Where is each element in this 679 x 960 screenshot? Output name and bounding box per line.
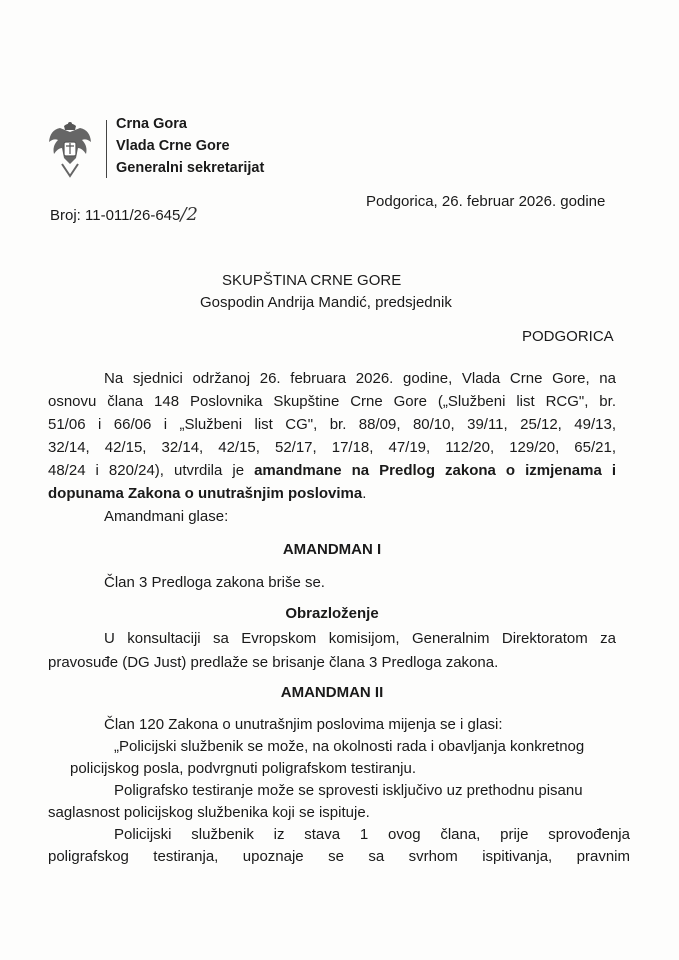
amendment-1-reason-line-2: pravosuđe (DG Just) predlaže se brisanje člana 3 Predloga zakona. bbox=[48, 654, 499, 671]
intro-line-4: 32/14, 42/15, 32/14, 42/15, 52/17, 17/18, 47/19, 112/20, 129/20, 65/21, bbox=[48, 439, 616, 456]
addressee-line-1: SKUPŠTINA CRNE GORE bbox=[222, 272, 402, 289]
place-date: Podgorica, 26. februar 2026. godine bbox=[366, 193, 606, 210]
header-divider bbox=[106, 120, 107, 178]
institution-line-3: Generalni sekretarijat bbox=[116, 160, 265, 176]
intro-line-6: dopunama Zakona o unutrašnjim poslovima. bbox=[48, 485, 367, 502]
reference-number: Broj: 11-011/26-645/2 bbox=[50, 204, 198, 225]
amendment-1-text: Član 3 Predloga zakona briše se. bbox=[104, 574, 325, 591]
intro-line-5: 48/24 i 820/24), utvrdila je amandmane na Predlog zakona o izmjenama i bbox=[48, 462, 616, 479]
amendment-2-line-3: policijskog posla, podvrgnuti poligrafskom testiranju. bbox=[70, 760, 417, 777]
amendment-2-line-5: saglasnost policijskog službenika koji se ispituje. bbox=[48, 804, 370, 821]
intro-line-1: Na sjednici održanoj 26. februara 2026. godine, Vlada Crne Gore, na bbox=[104, 370, 616, 387]
institution-line-1: Crna Gora bbox=[116, 116, 187, 132]
amendment-1-reason-line-1: U konsultaciji sa Evropskom komisijom, Generalnim Direktoratom za bbox=[104, 630, 616, 647]
amendment-1-reason-title: Obrazloženje bbox=[285, 605, 379, 622]
amendment-2-line-4: Poligrafsko testiranje može se sprovesti isključivo uz prethodnu pisanu bbox=[114, 782, 583, 799]
amendment-2-title: AMANDMAN II bbox=[280, 684, 384, 701]
amendments-intro: Amandmani glase: bbox=[104, 508, 229, 525]
intro-line-2: osnovu člana 148 Poslovnika Skupštine Crne Gore („Službeni list RCG", br. bbox=[48, 393, 616, 410]
handwritten-suffix: /2 bbox=[180, 204, 198, 225]
addressee-line-2: Gospodin Andrija Mandić, predsjednik bbox=[200, 294, 452, 311]
institution-line-2: Vlada Crne Gore bbox=[116, 138, 230, 154]
intro-line-3: 51/06 i 66/06 i „Službeni list CG", br. 88/09, 80/10, 39/11, 25/12, 49/13, bbox=[48, 416, 616, 433]
amendment-2-line-2: „Policijski službenik se može, na okolnosti rada i obavljanja konkretnog bbox=[114, 738, 585, 755]
addressee-city: PODGORICA bbox=[522, 328, 614, 345]
amendment-2-line-7: poligrafskog testiranja, upoznaje se sa svrhom ispitivanja, pravnim bbox=[48, 848, 630, 865]
amendment-2-line-1: Član 120 Zakona o unutrašnjim poslovima mijenja se i glasi: bbox=[104, 716, 503, 733]
amendment-1-title: AMANDMAN I bbox=[282, 541, 382, 558]
amendment-2-line-6: Policijski službenik iz stava 1 ovog člana, prije sprovođenja bbox=[114, 826, 630, 843]
coat-of-arms-icon bbox=[46, 120, 94, 178]
